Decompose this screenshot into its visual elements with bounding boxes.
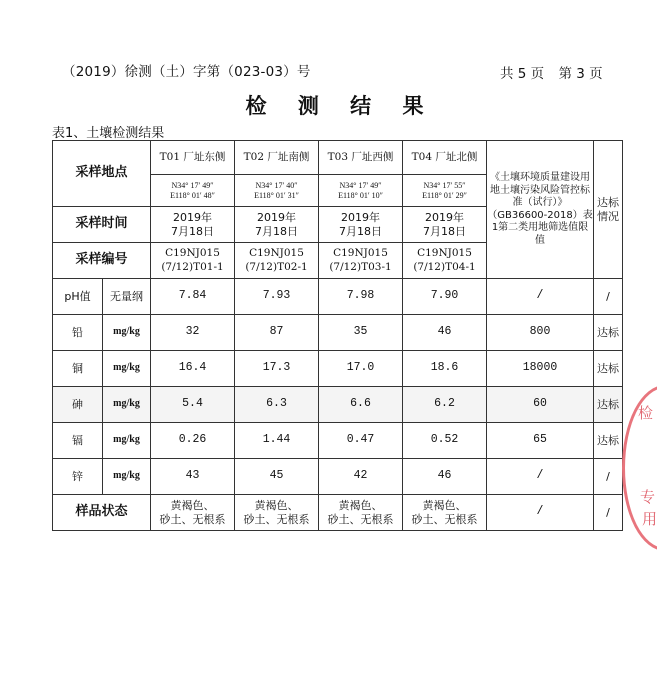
result-cell: 7.93 <box>235 279 319 315</box>
limit-cell: 800 <box>487 315 594 351</box>
table-caption: 表1、土壤检测结果 <box>52 126 165 141</box>
limit-cell: 60 <box>487 387 594 423</box>
result-cell: 45 <box>235 459 319 495</box>
result-cell: 43 <box>151 459 235 495</box>
site-coordinates <box>151 175 235 207</box>
sample-state <box>151 495 235 531</box>
result-cell: 7.90 <box>403 279 487 315</box>
date-year: 2019年 <box>173 210 212 224</box>
param-unit: mg/kg <box>103 351 151 387</box>
lon: E118° 01′ 29″ <box>422 190 467 200</box>
result-cell: 6.3 <box>235 387 319 423</box>
page-current: 第 3 页 <box>558 66 603 82</box>
result-cell: 35 <box>319 315 403 351</box>
state-texture: 砂土、无根系 <box>243 512 310 526</box>
soil-test-table <box>52 140 623 531</box>
param-unit: 无量纲 <box>103 279 151 315</box>
result-cell: 5.4 <box>151 387 235 423</box>
result-cell: 0.47 <box>319 423 403 459</box>
param-name: 镉 <box>53 423 103 459</box>
site-name: T01 厂址东侧 <box>151 141 235 175</box>
date-year: 2019年 <box>257 210 296 224</box>
sample-state <box>403 495 487 531</box>
sample-code <box>151 243 235 279</box>
site-name: T04 厂址北侧 <box>403 141 487 175</box>
lat: N34° 17′ 49″ <box>171 180 214 190</box>
result-cell: 7.98 <box>319 279 403 315</box>
result-cell: 32 <box>151 315 235 351</box>
result-cell: 1.44 <box>235 423 319 459</box>
limit-cell: 18000 <box>487 351 594 387</box>
result-cell: 0.26 <box>151 423 235 459</box>
state-color: 黄褐色、 <box>422 498 467 512</box>
standard-reference: 《土壤环境质量建设用地土壤污染风险管控标准（试行）》（GB36600-2018）表1第二类用地筛选值限值 <box>487 141 594 279</box>
date-year: 2019年 <box>425 210 464 224</box>
date-day: 7月18日 <box>339 224 382 238</box>
limit-cell: 65 <box>487 423 594 459</box>
site-name: T03 厂址西侧 <box>319 141 403 175</box>
lat: N34° 17′ 49″ <box>339 180 382 190</box>
sample-date <box>319 207 403 243</box>
param-unit: mg/kg <box>103 387 151 423</box>
site-label: 采样地点 <box>53 141 151 207</box>
lat: N34° 17′ 40″ <box>255 180 298 190</box>
limit-cell: / <box>487 459 594 495</box>
result-cell: 46 <box>403 459 487 495</box>
report-number: （2019）徐测（土）字第（023-03）号 <box>62 64 311 80</box>
site-name: T02 厂址南侧 <box>235 141 319 175</box>
code-label: 采样编号 <box>53 243 151 279</box>
sample-date <box>151 207 235 243</box>
sample-state-row <box>53 495 623 531</box>
site-coordinates <box>235 175 319 207</box>
date-day: 7月18日 <box>171 224 214 238</box>
lon: E118° 01′ 48″ <box>170 190 215 200</box>
result-cell: 16.4 <box>151 351 235 387</box>
result-cell: 17.0 <box>319 351 403 387</box>
site-coordinates <box>319 175 403 207</box>
result-cell: 6.2 <box>403 387 487 423</box>
sample-state <box>319 495 403 531</box>
sample-code <box>319 243 403 279</box>
code-main: C19NJ015 <box>333 247 388 260</box>
param-name: 铅 <box>53 315 103 351</box>
sample-date <box>235 207 319 243</box>
page-title: 检 测 结 果 <box>245 94 436 118</box>
stamp-char: 专 <box>640 488 656 506</box>
status-cell: / <box>594 495 623 531</box>
result-cell: 17.3 <box>235 351 319 387</box>
sample-date <box>403 207 487 243</box>
sample-state <box>235 495 319 531</box>
lat: N34° 17′ 55″ <box>423 180 466 190</box>
stamp-char: 检 <box>638 404 654 422</box>
state-color: 黄褐色、 <box>338 498 383 512</box>
result-cell: 7.84 <box>151 279 235 315</box>
state-texture: 砂土、无根系 <box>411 512 478 526</box>
param-name: 砷 <box>53 387 103 423</box>
table-row <box>53 387 623 423</box>
status-cell: 达标 <box>594 351 623 387</box>
compliance-label: 达标情况 <box>594 141 623 279</box>
status-cell: 达标 <box>594 423 623 459</box>
code-sub: (7/12)T02-1 <box>245 260 308 273</box>
table-row <box>53 315 623 351</box>
page-indicator <box>500 62 613 82</box>
sample-code <box>235 243 319 279</box>
code-main: C19NJ015 <box>417 247 472 260</box>
table-row <box>53 351 623 387</box>
state-color: 黄褐色、 <box>170 498 215 512</box>
limit-cell: / <box>487 495 594 531</box>
code-sub: (7/12)T04-1 <box>413 260 476 273</box>
table-row <box>53 459 623 495</box>
pages-total: 共 5 页 <box>500 66 545 82</box>
param-unit: mg/kg <box>103 459 151 495</box>
date-year: 2019年 <box>341 210 380 224</box>
param-name: pH值 <box>53 279 103 315</box>
code-sub: (7/12)T01-1 <box>161 260 224 273</box>
limit-cell: / <box>487 279 594 315</box>
param-unit: mg/kg <box>103 423 151 459</box>
result-cell: 46 <box>403 315 487 351</box>
state-texture: 砂土、无根系 <box>159 512 226 526</box>
sample-state-label: 样品状态 <box>53 495 151 531</box>
code-main: C19NJ015 <box>249 247 304 260</box>
table-row <box>53 279 623 315</box>
sample-code <box>403 243 487 279</box>
lon: E118° 01′ 31″ <box>254 190 299 200</box>
lon: E118° 01′ 10″ <box>338 190 383 200</box>
result-cell: 6.6 <box>319 387 403 423</box>
status-cell: 达标 <box>594 315 623 351</box>
param-unit: mg/kg <box>103 315 151 351</box>
code-sub: (7/12)T03-1 <box>329 260 392 273</box>
state-color: 黄褐色、 <box>254 498 299 512</box>
param-name: 锌 <box>53 459 103 495</box>
param-name: 铜 <box>53 351 103 387</box>
date-day: 7月18日 <box>255 224 298 238</box>
status-cell: / <box>594 459 623 495</box>
status-cell: 达标 <box>594 387 623 423</box>
site-coordinates <box>403 175 487 207</box>
result-cell: 18.6 <box>403 351 487 387</box>
code-main: C19NJ015 <box>165 247 220 260</box>
table-row <box>53 423 623 459</box>
stamp-char: 用 <box>642 510 657 528</box>
time-label: 采样时间 <box>53 207 151 243</box>
result-cell: 87 <box>235 315 319 351</box>
site-name-row <box>53 141 623 175</box>
date-day: 7月18日 <box>423 224 466 238</box>
result-cell: 0.52 <box>403 423 487 459</box>
result-cell: 42 <box>319 459 403 495</box>
status-cell: / <box>594 279 623 315</box>
state-texture: 砂土、无根系 <box>327 512 394 526</box>
